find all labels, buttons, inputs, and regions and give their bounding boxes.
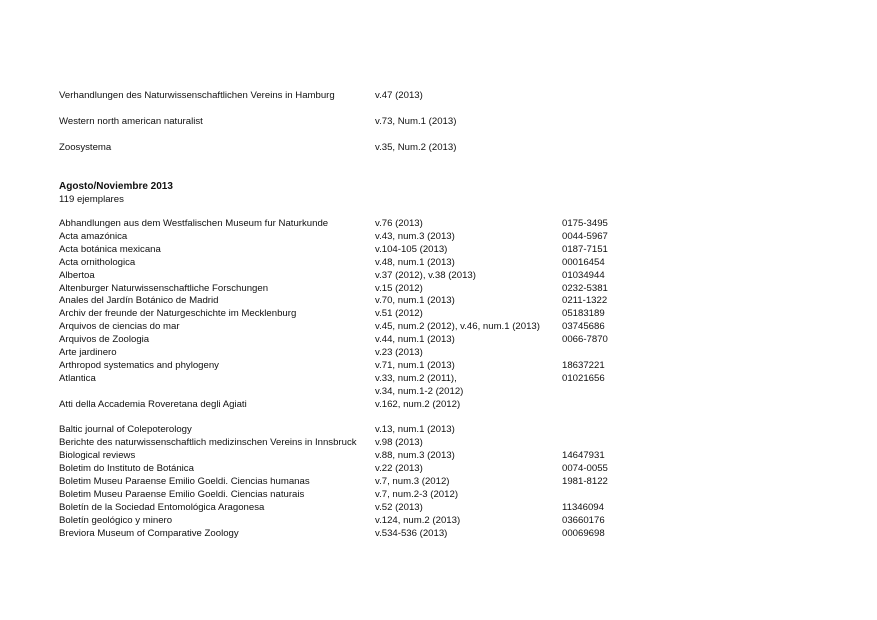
- journal-issn: 03660176: [562, 514, 605, 526]
- journal-volume: v.7, num.2-3 (2012): [375, 488, 459, 500]
- journal-title: Boletim do Instituto de Botánica: [59, 463, 194, 475]
- journal-title: Atlantica: [59, 372, 96, 384]
- journal-volume: v.23 (2013): [375, 347, 423, 358]
- journal-volume: v.104-105 (2013): [375, 243, 448, 255]
- table-row: [0, 115, 877, 128]
- section-count: 119 ejemplares: [59, 194, 124, 205]
- table-row: [0, 320, 877, 333]
- journal-volume: v.162, num.2 (2012): [375, 398, 461, 410]
- journal-volume: v.51 (2012): [375, 308, 423, 320]
- journal-title: Berichte des naturwissenschaftlich medizinschen Vereins in Innsbruck: [59, 437, 357, 449]
- table-row: [0, 475, 877, 488]
- journal-volume: v.73, Num.1 (2013): [375, 116, 457, 127]
- table-row: [0, 333, 877, 346]
- journal-volume: v.76 (2013): [375, 218, 423, 229]
- journal-title: Acta botánica mexicana: [59, 243, 161, 255]
- table-row: [0, 385, 877, 398]
- journal-volume: v.33, num.2 (2011),: [375, 372, 457, 384]
- journal-volume: v.45, num.2 (2012), v.46, num.1 (2013): [375, 321, 540, 333]
- journal-title: Biological reviews: [59, 450, 136, 462]
- journal-issn: 0044-5967: [562, 230, 608, 242]
- journal-volume: v.48, num.1 (2013): [375, 256, 455, 268]
- table-row: [0, 501, 877, 514]
- journal-volume: v.124, num.2 (2013): [375, 514, 461, 526]
- journal-issn: 0232-5381: [562, 282, 608, 294]
- journal-volume: v.70, num.1 (2013): [375, 295, 455, 307]
- journal-title: Zoosystema: [59, 142, 112, 153]
- journal-volume: v.71, num.1 (2013): [375, 359, 455, 371]
- journal-title: Acta ornithologica: [59, 256, 136, 268]
- journal-issn: 0175-3495: [562, 218, 608, 229]
- table-row: [0, 294, 877, 307]
- table-row: [0, 243, 877, 256]
- journal-title: Breviora Museum of Comparative Zoology: [59, 527, 239, 539]
- table-row: [0, 398, 877, 411]
- table-row: [0, 423, 877, 436]
- journal-issn: 0074-0055: [562, 463, 608, 475]
- table-row: [0, 462, 877, 475]
- journal-volume: v.35, Num.2 (2013): [375, 142, 457, 153]
- table-row: [0, 527, 877, 540]
- journal-title: Arthropod systematics and phylogeny: [59, 359, 219, 371]
- journal-title: Boletín de la Sociedad Entomológica Aragonesa: [59, 501, 265, 513]
- journal-title: Anales del Jardín Botánico de Madrid: [59, 295, 219, 307]
- journal-volume: v.15 (2012): [375, 282, 423, 294]
- journal-title: Abhandlungen aus dem Westfalischen Museum fur Naturkunde: [59, 218, 329, 229]
- journal-title: Acta amazónica: [59, 230, 128, 242]
- journal-volume: v.52 (2013): [375, 501, 423, 513]
- journal-title: Arte jardinero: [59, 347, 117, 358]
- table-row: [0, 359, 877, 372]
- journal-volume: v.43, num.3 (2013): [375, 230, 455, 242]
- journal-issn: 05183189: [562, 308, 605, 320]
- journal-volume: v.47 (2013): [375, 90, 423, 101]
- table-row: [0, 141, 877, 154]
- table-row: [0, 269, 877, 282]
- table-row: [0, 488, 877, 501]
- table-row: [0, 514, 877, 527]
- table-row: [0, 256, 877, 269]
- table-row: [0, 449, 877, 462]
- table-row: [0, 307, 877, 320]
- journal-issn: 18637221: [562, 359, 605, 371]
- journal-issn: 03745686: [562, 321, 605, 333]
- journal-issn: 0187-7151: [562, 243, 608, 255]
- table-row: [0, 436, 877, 449]
- journal-title: Arquivos de ciencias do mar: [59, 321, 180, 333]
- journal-volume: v.88, num.3 (2013): [375, 450, 455, 462]
- journal-volume: v.7, num.3 (2012): [375, 476, 450, 487]
- journal-issn: 14647931: [562, 450, 605, 462]
- journal-issn: 1981-8122: [562, 476, 608, 487]
- journal-title: Boletín geológico y minero: [59, 514, 173, 526]
- table-row: [0, 230, 877, 243]
- journal-issn: 11346094: [562, 501, 604, 513]
- section-heading: Agosto/Noviembre 2013: [59, 181, 173, 192]
- table-row: [0, 89, 877, 102]
- journal-title: Altenburger Naturwissenschaftliche Forschungen: [59, 282, 269, 294]
- journal-title: Verhandlungen des Naturwissenschaftlichen Vereins in Hamburg: [59, 90, 335, 101]
- journal-title: Boletim Museu Paraense Emilio Goeldi. Ciencias humanas: [59, 476, 310, 487]
- journal-issn: 00016454: [562, 256, 605, 268]
- journal-volume: v.98 (2013): [375, 437, 423, 449]
- journal-title: Western north american naturalist: [59, 116, 203, 127]
- table-row: [0, 372, 877, 385]
- journal-volume: v.37 (2012), v.38 (2013): [375, 269, 476, 281]
- journal-volume: v.22 (2013): [375, 463, 423, 475]
- journal-title: Albertoa: [59, 269, 95, 281]
- journal-title: Atti della Accademia Roveretana degli Agiati: [59, 398, 247, 410]
- journal-volume: v.534-536 (2013): [375, 527, 448, 539]
- table-row: [0, 282, 877, 295]
- journal-issn: 01034944: [562, 269, 605, 281]
- journal-issn: 01021656: [562, 372, 605, 384]
- journal-issn: 00069698: [562, 527, 605, 539]
- journal-issn: 0066-7870: [562, 334, 608, 346]
- journal-volume: v.44, num.1 (2013): [375, 334, 455, 346]
- table-row: [0, 217, 877, 230]
- journal-volume: v.13, num.1 (2013): [375, 424, 455, 436]
- journal-title: Baltic journal of Colepoterology: [59, 424, 192, 436]
- journal-volume: v.34, num.1-2 (2012): [375, 385, 464, 397]
- table-row: [0, 346, 877, 359]
- journal-title: Arquivos de Zoologia: [59, 334, 150, 346]
- journal-title: Archiv der freunde der Naturgeschichte im Mecklenburg: [59, 308, 297, 320]
- journal-title: Boletim Museu Paraense Emilio Goeldi. Ciencias naturais: [59, 488, 305, 500]
- journal-issn: 0211-1322: [562, 295, 608, 307]
